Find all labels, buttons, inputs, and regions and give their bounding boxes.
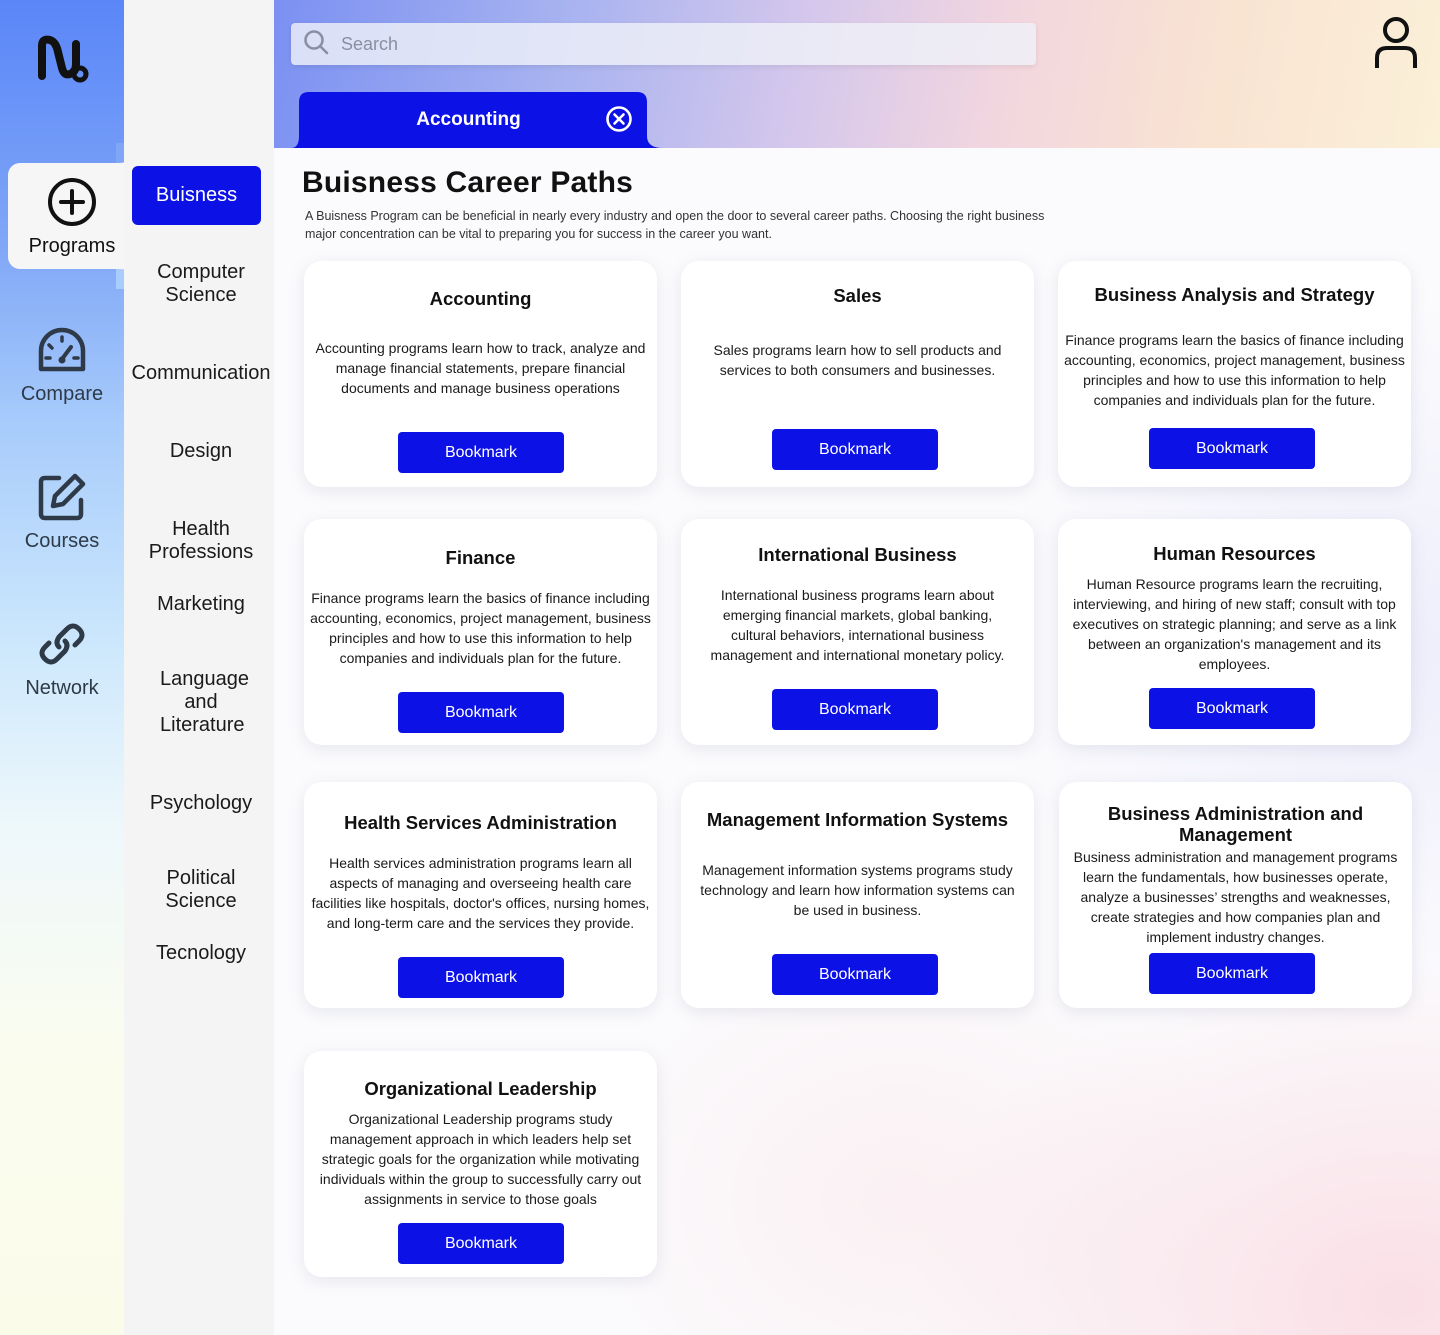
card-title: Finance [445, 547, 516, 568]
nav-programs[interactable] [8, 163, 136, 269]
category-label: Computer Science [157, 261, 245, 306]
career-card-health-services [304, 782, 657, 1008]
nav-compare[interactable] [0, 310, 124, 418]
career-card-business-analysis [1058, 261, 1411, 487]
nav-programs-label: Programs [28, 234, 116, 257]
bookmark-button[interactable]: Bookmark [398, 957, 564, 998]
category-tecnology[interactable] [124, 942, 278, 965]
card-description: Human Resource programs learn the recruiting, interviewing, and hiring of new staff; consult with top executives on strategic planning; and serve as a link between an organization's management and its employees. [1072, 576, 1397, 672]
link-icon [35, 617, 89, 671]
bookmark-button[interactable]: Bookmark [398, 1223, 564, 1264]
category-communication[interactable] [124, 362, 278, 385]
category-language-literature[interactable] [124, 668, 278, 737]
card-title: Organizational Leadership [364, 1078, 597, 1099]
category-business[interactable] [132, 166, 261, 225]
category-political-science[interactable] [124, 867, 278, 913]
category-label: Marketing [157, 593, 245, 615]
card-description: Health services administration programs learn all aspects of managing and overseeing health care facilities like hospitals, doctor's offices, nursing homes, and long-term care and the services they provide. [311, 855, 650, 931]
card-title: Accounting [429, 288, 532, 309]
bookmark-button[interactable]: Bookmark [1149, 688, 1315, 729]
card-title: Sales [833, 285, 882, 306]
tab-label: Accounting [416, 109, 521, 130]
bookmark-button[interactable]: Bookmark [1149, 428, 1315, 469]
category-label: Communication [131, 362, 271, 384]
tab-accounting[interactable] [291, 92, 663, 148]
category-marketing[interactable] [124, 593, 278, 616]
search-icon [303, 29, 329, 60]
card-description: Sales programs learn how to sell products and services to both consumers and businesses. [713, 342, 1002, 378]
category-label: Design [169, 440, 233, 462]
career-card-accounting [304, 261, 657, 487]
top-header [274, 0, 1440, 148]
bookmark-button[interactable]: Bookmark [398, 432, 564, 473]
gauge-icon [35, 323, 89, 377]
card-title: Health Services Administration [344, 812, 617, 833]
card-title: Management Information Systems [706, 809, 1009, 830]
card-description: International business programs learn about emerging financial markets, global banking, cultural behaviors, international business management and international monetary policy. [710, 587, 1005, 663]
bookmark-button[interactable]: Bookmark [1149, 953, 1315, 994]
bookmark-button[interactable]: Bookmark [398, 692, 564, 733]
nav-courses[interactable] [0, 457, 124, 565]
career-card-mis [681, 782, 1034, 1008]
category-health-professions[interactable] [124, 518, 278, 564]
card-title: Human Resources [1153, 543, 1316, 564]
category-design[interactable] [124, 440, 278, 463]
card-title: Business Administration and Management [1107, 803, 1364, 845]
category-label: Health Professions [148, 518, 254, 563]
category-sidebar [124, 0, 274, 1335]
category-label: Political Science [165, 867, 237, 912]
user-profile-icon[interactable] [1374, 16, 1418, 70]
card-description: Business administration and management programs learn the fundamentals, how businesses operate, analyze a businesses’ strengths and weaknesses, create strategies and how companies plan and implement industry changes. [1073, 849, 1398, 945]
card-description: Organizational Leadership programs study management approach in which leaders help set strategic goals for the organization while motivating individuals within the group to successfully carry out assignments in service to those goals [319, 1111, 642, 1207]
page-title: Buisness Career Paths [302, 166, 634, 199]
nav-network-label: Network [25, 676, 99, 699]
career-card-business-administration [1059, 782, 1412, 1008]
card-description: Finance programs learn the basics of finance including accounting, economics, project management, business principles and how to use this information to help companies and individuals plan for the future. [1064, 332, 1405, 408]
close-icon[interactable] [605, 105, 633, 133]
card-title: Business Analysis and Strategy [1094, 284, 1375, 305]
career-card-sales [681, 261, 1034, 487]
bookmark-button[interactable]: Bookmark [772, 954, 938, 995]
card-title: International Business [758, 544, 957, 565]
icon-rail [0, 0, 124, 1335]
category-psychology[interactable] [124, 792, 278, 815]
search-input[interactable] [341, 34, 991, 55]
category-label: Buisness [155, 184, 238, 206]
career-card-international-business [681, 519, 1034, 745]
category-label: Psychology [149, 792, 253, 814]
career-card-finance [304, 519, 657, 745]
edit-icon [35, 470, 89, 524]
page-description: A Buisness Program can be beneficial in nearly every industry and open the door to several career paths. Choosing the right business major concentration can be vital to preparing you for success in the career you want. [305, 209, 1045, 241]
nav-network[interactable] [0, 604, 124, 712]
card-description: Accounting programs learn how to track, analyze and manage financial statements, prepare financial documents and manage business operations [315, 340, 646, 396]
nav-courses-label: Courses [24, 529, 100, 552]
career-card-human-resources [1058, 519, 1411, 745]
add-circle-icon [45, 175, 99, 229]
category-label: Language and Literature [160, 668, 249, 736]
card-description: Management information systems programs study technology and learn how information systems can be used in business. [700, 862, 1015, 918]
bookmark-button[interactable]: Bookmark [772, 429, 938, 470]
app-logo-icon[interactable] [30, 32, 96, 86]
category-label: Tecnology [155, 942, 247, 964]
bookmark-button[interactable]: Bookmark [772, 689, 938, 730]
career-card-organizational-leadership [304, 1051, 657, 1277]
card-description: Finance programs learn the basics of finance including accounting, economics, project management, business principles and how to use this information to help companies and individuals plan for the future. [310, 590, 651, 666]
search-bar[interactable] [291, 23, 1036, 65]
nav-compare-label: Compare [20, 382, 104, 405]
category-computer-science[interactable] [124, 261, 278, 307]
